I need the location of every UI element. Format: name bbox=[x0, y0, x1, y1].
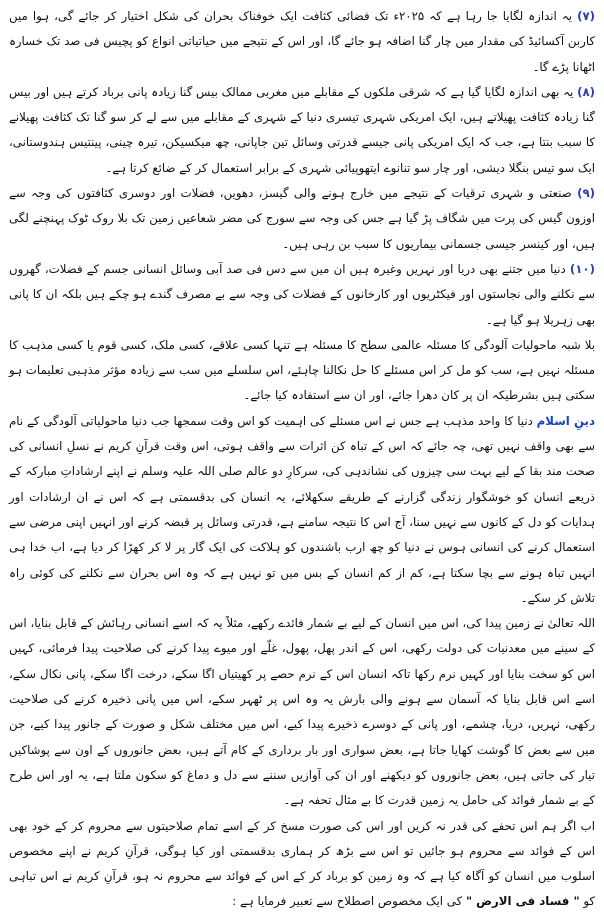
paragraph-text: اب اگر ہم اس تحفے کی قدر نہ کریں اور اس کی صورت مسخ کر کے اسے تمام صلاحیتوں سے محروم کر کے خود بھی اس کے فوائد سے محروم ہو جائیں تو اس سے بڑھ کر ہماری بدقسمتی اور کیا ہوگی، قرآنِ کریم نے اپنے مخصوص اسلوب میں انسان کو آگاہ کیا ہے کہ وہ زمین کو برباد کر کے اس کے فوائد سے محروم نہ ہو، قرآنِ کریم نے اس تباہی کو bbox=[9, 818, 595, 909]
paragraph-7 bbox=[9, 4, 595, 80]
paragraph-number: (۱۰) bbox=[569, 261, 595, 276]
paragraph-text: یہ بھی اندازہ لگایا گیا ہے کہ شرقی ملکوں کے مقابلے میں مغربی ممالک بیس گنا زیادہ پانی برباد کرتے ہیں اور بیس گنا زیادہ کثافت پھیلاتے ہیں، ایک امریکی شہری تیسری دنیا کے شہری کے مقابلے میں سے لے کر سو گنا تک کثافت پھیلانے کا سبب بنتا ہے، جب کہ ایک امریکی پانی جیسے قدرتی وسائل تین جاپانی، چھ میکسیکن، تیرہ چینی، پینتیس ہندوستانی، ایک سو تیس بنگلا دیشی، اور چار سو تنانوے ایتھوپیائی شہری کے برابر استعمال کر کے ضائع کرتا ہے۔ bbox=[9, 84, 595, 175]
paragraph-8 bbox=[9, 80, 595, 181]
paragraph-9 bbox=[9, 181, 595, 257]
paragraph-number: (۷) bbox=[577, 9, 595, 23]
paragraph-tail: کی ایک مخصوص اصطلاح سے تعبیر فرمایا ہے : bbox=[232, 894, 463, 909]
paragraph-10 bbox=[9, 257, 595, 333]
paragraph-text: دنیا کا واحد مذہب ہے جس نے اس مسئلے کی اہمیت کو اس وقت سمجھا جب دنیا ماحولیاتی آلودگی کے نام سے بھی واقف نہیں تھی، چہ جائے کہ اس کے تباہ کن اثرات سے واقف ہوتی، اس وقت قرآنِ کریم نے نسلِ انسانی کی صحت مند بقا کے لیے بہت سی چیزوں کی نشاندہی کی، سرکارِ دو عالم صلی اللہ علیہ وسلم نے اپنے ارشاداتِ مبارکہ کے ذریعے انسان کو خوشگوار زندگی گزارنے کے طریقے سکھلائے، یہ انسان کی بدقسمتی ہے کہ اس نے ان ارشادات اور ہدایات کو دل کے کانوں سے نہیں سنا، آج اس کا نتیجہ سامنے ہے، قدرتی وسائل پر قبضہ کرنے اور انہیں اپنی مرضی سے استعمال کرنے کی انسانی ہوس نے دنیا کو چھ ارب باشندوں کو ہلاکت کی ایک گار پر لا کر کھڑا کر دیا ہے، اب خدا ہی انہیں تباہ ہونے سے بچا سکتا ہے، کم از کم انسان کے بس میں تو نہیں ہے کہ وہ اس بحران سے نکلنے کی کوئی راہ تلاش کر سکے۔ bbox=[9, 413, 595, 605]
paragraph-text: یہ اندازہ لگایا جا رہا ہے کہ ۲۰۲۵ء تک فضائی کثافت ایک خوفناک بحران کی شکل اختیار کر جائے گی، ہوا میں کاربن آکسائیڈ کی مقدار میں چار گنا اضافہ ہو جائے گا، اور اس کے نتیجے میں حیاتیاتی انواع کو پچیس فی صد تک خسارہ اٹھانا پڑے گا۔ bbox=[9, 9, 595, 74]
quoted-term: " فساد فی الارض " bbox=[465, 894, 580, 909]
paragraph-islam bbox=[9, 409, 595, 611]
paragraph-text: صنعتی و شہری ترقیات کے نتیجے میں خارج ہونے والی گیسز، دھویں، فضلات اور دوسری کثافتوں کی وجہ سے اوزون گیس کی پرت میں شگاف پڑ گیا ہے جس کی وجہ سے سورج کی مضر شعاعیں زمین تک بلا روک ٹوک پہنچنے لگی ہیں، اور کینسر جیسی جسمانی بیماریوں کا سبب بن رہی ہیں۔ bbox=[9, 186, 595, 251]
paragraph-final bbox=[9, 814, 595, 915]
paragraph-number: (۸) bbox=[577, 84, 595, 99]
paragraph-conclusion: بلا شبہ ماحولیات آلودگی کا مسئلہ عالمی سطح کا مسئلہ ہے تنہا کسی علاقے، کسی ملک، کسی قوم یا کسی مذہب کا مسئلہ نہیں ہے، سب کو مل کر اس مسئلے کا حل نکالنا چاہئے، اس سلسلے میں سب سے زیادہ مؤثر مذہبی تعلیمات ہو سکتی ہیں بشرطیکہ ان پر کان دھرا جائے، اور ان سے استفادہ کیا جائے۔ bbox=[9, 337, 595, 403]
paragraph-number: (۹) bbox=[577, 186, 595, 201]
highlight-term: دینِ اسلام bbox=[536, 413, 595, 428]
paragraph-text: دنیا میں جتنے بھی دریا اور نہریں وغیرہ ہیں ان میں سے دس فی صد آبی وسائل انسانی جسم کے فضلات، گھروں سے نکلنے والی نجاستوں اور فیکٹریوں اور کارخانوں کے فضلات کی وجہ سے بے مصرف گندے ہو چکے ہیں بلکہ ان کا پانی بھی زہریلا ہو گیا ہے۔ bbox=[9, 261, 595, 327]
paragraph-earth-gifts: اللہ تعالیٰ نے زمین پیدا کی، اس میں انسان کے لیے بے شمار فائدے رکھے، مثلاً یہ کہ اسے انسانی رہائش کے قابل بنایا، اس کے سینے میں معدنیات کی دولت رکھی، اس کے اندر پھل، پھول، غلّے اور میوے پیدا کرنے کی صلاحیت پیدا فرمائی، کہیں اس کو سخت بنایا اور کہیں نرم رکھا تاکہ انسان اس کے نرم حصے پر کھیتیاں اگا سکے، درخت اگا سکے، پانی نکال سکے، اسے اس قابل بنایا کہ آسمان سے ہونے والی بارش یہ وہ اس پر ٹھہر سکے، اس میں پانی ذخیرہ کرنے کی صلاحیت رکھی، نہریں، دریا، چشمے، اور پانی کے دوسرے ذخیرے پیدا کیے، اس میں مختلف شکل و صورت کے جانور پیدا کیے، جن میں سے بعض کا گوشت کھایا جاتا ہے، بعض سواری اور بار برداری کے کام آتے ہیں، بعض جانوروں کے اون سے پوشاکیں تیار کی جاتی ہیں، بعض جانوروں کو دیکھنے اور ان کی آوازیں سننے سے دل و دماغ کو سکون ملتا ہے، یہ اور اس طرح کے بے شمار فوائد کی حامل یہ زمین قدرت کا بے مثال تحفہ ہے۔ bbox=[9, 616, 595, 808]
